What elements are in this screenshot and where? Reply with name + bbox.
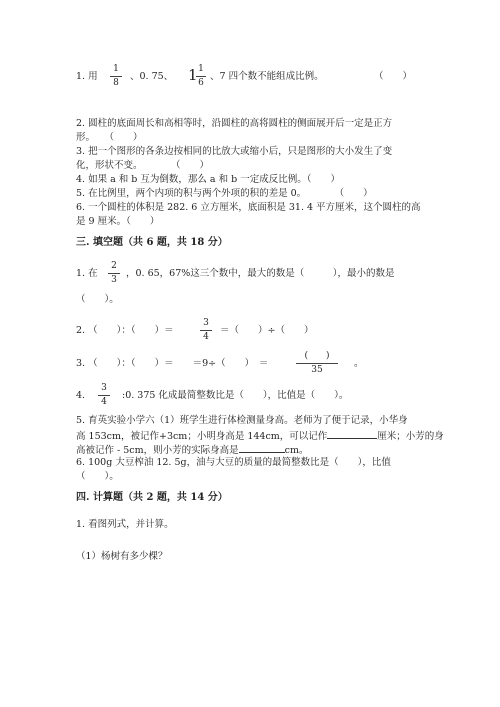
judge-q1-prefix: 1. 用 <box>76 71 98 82</box>
fraction-blank-over-35: ( ) 35 <box>296 351 338 376</box>
judge-q6-line1: 6. 一个圆柱的体积是 282. 6 立方厘米，底面积是 31. 4 平方厘米，这个圆柱的高 <box>76 202 421 213</box>
answer-blank[interactable] <box>239 442 285 453</box>
calc-q1: 1. 看图列式，并计算。 <box>76 519 174 530</box>
fill-q3-left: 3. （ ）：（ ）＝ ＝9÷（ ） ＝ <box>76 358 269 369</box>
fill-q3-end: 。 <box>354 358 364 369</box>
fill-q1-rest: ，0. 65，67%这三个数中，最大的数是（ ），最小的数是 <box>126 268 395 279</box>
fill-q6-line1: 6. 100g 大豆榨油 12. 5g，油与大豆的质量的最简整数比是（ ），比值 <box>76 457 391 468</box>
judge-q1-mid: 、0. 75、 <box>130 71 174 82</box>
mixed-number-fraction: 1 6 <box>196 64 206 89</box>
judge-q3-line2: 化，形状不变。 （ ） <box>76 160 210 171</box>
fraction-three-quarters: 3 4 <box>200 318 212 343</box>
judge-q4: 4. 如果 a 和 b 互为倒数，那么 a 和 b 一定成反比例。（ ） <box>76 174 340 185</box>
fill-q4-prefix: 4. <box>76 390 86 401</box>
judge-q2-line2: 形。 （ ） <box>76 132 143 143</box>
fill-q5-line2: 高 153cm，被记作+3cm；小明身高是 144cm，可以记作 厘米；小芳的身 <box>76 428 444 443</box>
fraction-three-quarters-q4: 3 4 <box>98 383 110 408</box>
fill-q2-left: 2. （ ）：（ ）＝ <box>76 325 174 336</box>
judge-q5: 5. 在比例里，两个内项的积与两个外项的积的差是 0。 （ ） <box>76 188 373 199</box>
fill-section-title: 三. 填空题（共 6 题，共 18 分） <box>76 237 228 248</box>
judge-q1-answer: （ ） <box>374 71 413 82</box>
fill-q2-right: ＝（ ）÷（ ） <box>220 325 314 336</box>
fill-q6-line2: （ ）。 <box>76 471 119 482</box>
answer-blank[interactable] <box>327 428 377 439</box>
fraction-one-eighth: 1 8 <box>110 64 122 89</box>
mixed-number-whole: 1 <box>188 66 198 84</box>
judge-q6-line2: 是 9 厘米。（ ） <box>76 216 160 227</box>
fill-q5-line3: 高被记作 - 5cm，则小芳的实际身高是 cm。 <box>76 442 308 457</box>
fill-q1-prefix: 1. 在 <box>76 268 98 279</box>
fill-q4-rest: :0. 375 化成最简整数比是（ ），比值是（ ）。 <box>122 390 349 401</box>
judge-q2-line1: 2. 圆柱的底面周长和高相等时，沿圆柱的高将圆柱的侧面展开后一定是正方 <box>76 118 393 129</box>
judge-q3-line1: 3. 把一个图形的各条边按相同的比放大或缩小后，只是图形的大小发生了变 <box>76 146 393 157</box>
fill-q5-line1: 5. 育英实验小学六（1）班学生进行体检测量身高。老师为了便于记录，小华身 <box>76 415 408 426</box>
calc-section-title: 四. 计算题（共 2 题，共 14 分） <box>76 492 228 503</box>
fill-q1-line2: （ ）。 <box>76 294 119 305</box>
judge-q1-suffix: 、7 四个数不能组成比例。 <box>210 71 324 82</box>
fraction-two-thirds: 2 3 <box>108 261 120 286</box>
calc-q1-sub1: （1）杨树有多少棵？ <box>76 551 168 562</box>
